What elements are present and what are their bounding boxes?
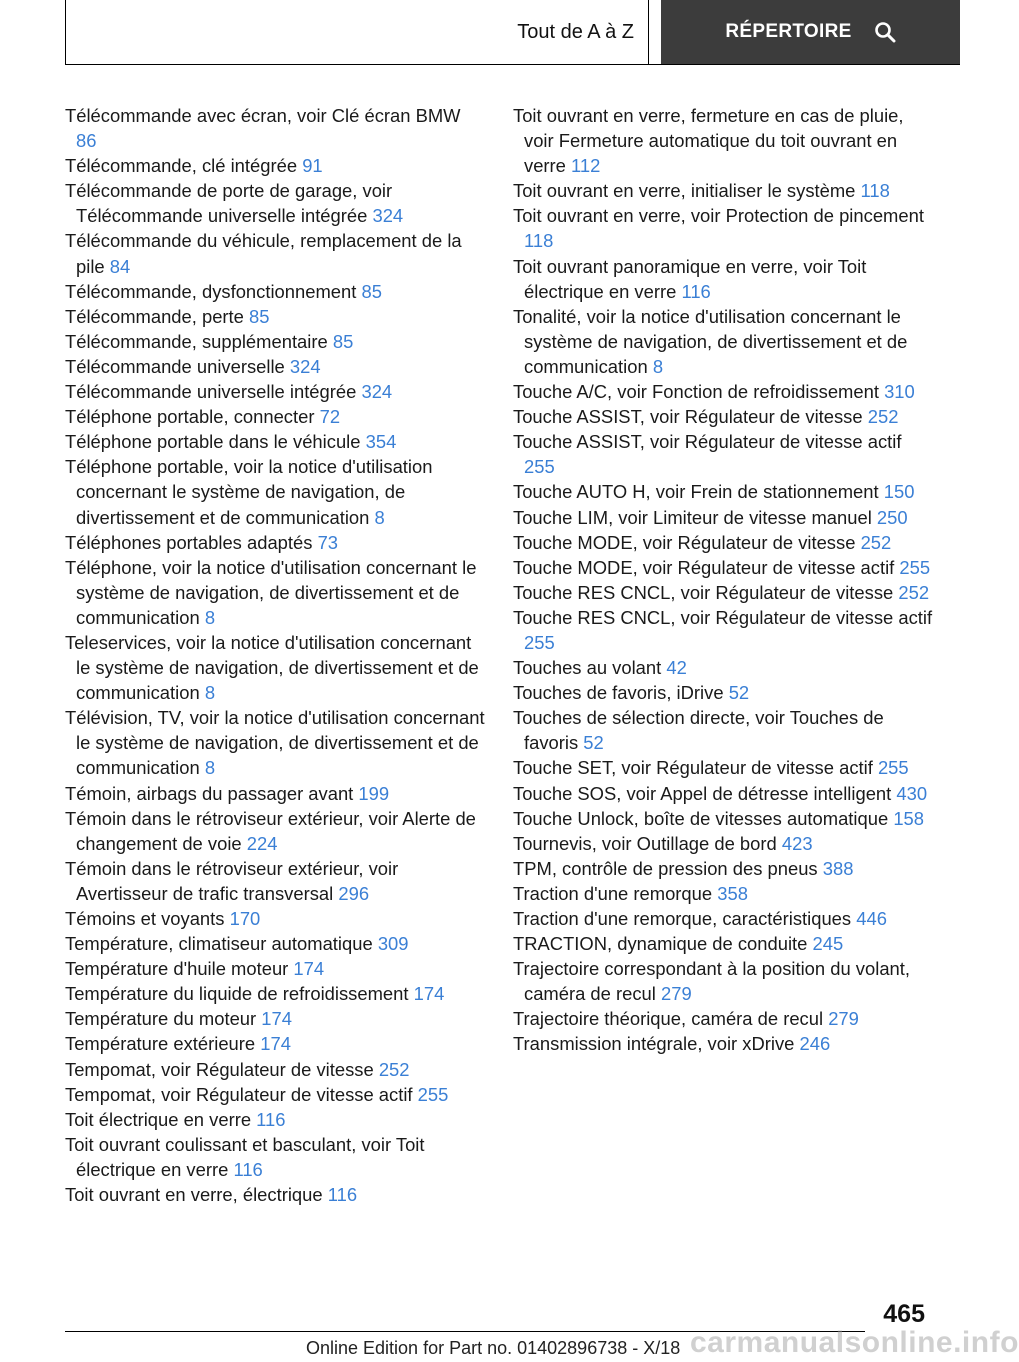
page-link[interactable]: 279: [828, 1008, 859, 1030]
page-link[interactable]: 174: [260, 1033, 291, 1055]
page-link[interactable]: 252: [378, 1058, 410, 1080]
index-entry-text: Toit ouvrant en verre, électrique: [65, 1184, 323, 1206]
index-entry: [513, 178, 933, 203]
page-link[interactable]: 246: [799, 1033, 831, 1055]
index-entry-text: Télécommande de porte de garage, voir Télécommande universelle intégrée: [65, 180, 393, 227]
index-entry: [65, 1107, 485, 1132]
index-entry-text: Télécommande du véhicule, remplacement de la pile: [65, 230, 462, 277]
index-entry-text: Toit électrique en verre: [65, 1108, 252, 1130]
index-entry: [513, 931, 933, 956]
page-link[interactable]: 279: [661, 983, 692, 1005]
index-entry: [65, 354, 485, 379]
index-entry: [513, 755, 933, 780]
index-entry: [65, 329, 485, 354]
page-link[interactable]: 252: [860, 531, 892, 553]
page-link[interactable]: 158: [893, 807, 924, 829]
index-entry-text: Température du liquide de refroidissement: [65, 983, 409, 1005]
page-link[interactable]: 84: [109, 255, 131, 277]
page-link[interactable]: 118: [524, 230, 554, 252]
page-link[interactable]: 174: [413, 983, 445, 1005]
index-entry: [65, 153, 485, 178]
index-entry-text: Touche Unlock, boîte de vitesses automatique: [513, 807, 889, 829]
index-entry: [65, 1031, 485, 1056]
index-entry-text: Témoins et voyants: [65, 908, 225, 929]
index-entry: [513, 1031, 933, 1056]
page-link[interactable]: 52: [583, 732, 604, 754]
index-entry: [65, 304, 485, 329]
index-entry-text: Téléphone portable dans le véhicule: [65, 431, 361, 453]
index-entry-text: Téléphone portable, voir la notice d'utilisation concernant le système de navigation, de divertissement et de communication: [65, 456, 433, 528]
index-entry: [65, 228, 485, 278]
index-entry: [513, 806, 933, 831]
index-entry-text: Touche LIM, voir Limiteur de vitesse manuel: [513, 506, 872, 528]
page-link[interactable]: 73: [317, 531, 339, 553]
index-entry: [513, 856, 933, 881]
page-link[interactable]: 8: [374, 506, 385, 528]
page-link[interactable]: 116: [327, 1184, 358, 1206]
index-entry: [65, 379, 485, 404]
index-entry: [65, 103, 485, 153]
page-link[interactable]: 354: [365, 431, 397, 453]
index-entry: [513, 580, 933, 605]
page-link[interactable]: 252: [867, 406, 899, 428]
index-entry-text: Toit ouvrant en verre, initialiser le système: [513, 180, 856, 202]
index-entry: [65, 1082, 485, 1107]
index-entry-text: Télécommande, dysfonctionnement: [65, 280, 357, 302]
page-link[interactable]: 174: [261, 1008, 292, 1030]
index-entry: [65, 454, 485, 529]
index-entry: [513, 505, 933, 530]
index-entry-text: TRACTION, dynamique de conduite: [513, 933, 808, 955]
index-entry-text: Température d'huile moteur: [65, 958, 289, 980]
index-entry: [65, 178, 485, 228]
page-link[interactable]: 310: [884, 381, 915, 403]
index-entry: [65, 705, 485, 780]
page-link[interactable]: 8: [204, 682, 216, 704]
page-link[interactable]: 170: [229, 908, 261, 929]
page-link[interactable]: 324: [289, 355, 321, 377]
index-entry: [65, 630, 485, 705]
index-entry: [513, 203, 933, 253]
page-link[interactable]: 296: [338, 882, 370, 904]
index-entry: [513, 831, 933, 856]
index-entry-text: Toit ouvrant coulissant et basculant, voir Toit électrique en verre: [65, 1133, 425, 1180]
page-link[interactable]: 86: [76, 130, 97, 152]
index-entry: [513, 103, 933, 178]
index-entry-text: Touche AUTO H, voir Frein de stationnement: [513, 481, 879, 503]
page-link[interactable]: 52: [728, 682, 750, 704]
edition-text: Online Edition for Part no. 01402896738 - X/18: [306, 1338, 681, 1358]
page-link[interactable]: 255: [524, 456, 555, 478]
index-entry: [65, 906, 485, 931]
page-link[interactable]: 85: [332, 330, 354, 352]
index-entry: [65, 1132, 485, 1182]
index-entry: [513, 705, 933, 755]
page-link[interactable]: 118: [860, 180, 890, 202]
index-entry: [513, 1006, 933, 1031]
index-entry: [513, 404, 933, 429]
index-entry-text: Témoin dans le rétroviseur extérieur, voir Avertisseur de trafic transversal: [65, 857, 399, 904]
page-link[interactable]: 85: [361, 280, 382, 302]
index-entry-text: Touches de favoris, iDrive: [513, 682, 724, 704]
page-link[interactable]: 423: [781, 832, 813, 854]
index-entry-text: Télécommande universelle: [65, 355, 285, 377]
index-entry: [513, 956, 933, 1006]
index-entry-text: Trajectoire correspondant à la position du volant, caméra de recul: [513, 958, 910, 1005]
header-divider: [65, 64, 960, 65]
page-link[interactable]: 250: [876, 506, 908, 528]
page-link[interactable]: 174: [293, 958, 325, 980]
index-entry: [65, 931, 485, 956]
page-link[interactable]: 85: [249, 305, 270, 327]
index-entry: [65, 806, 485, 856]
index-entry-text: Température, climatiseur automatique: [65, 933, 373, 955]
index-entry: [65, 781, 485, 806]
page-link[interactable]: 8: [204, 606, 216, 628]
index-entry-text: Tempomat, voir Régulateur de vitesse: [65, 1058, 374, 1080]
index-entry-text: Télécommande avec écran, voir Clé écran BMW: [65, 105, 461, 126]
index-entry: [65, 555, 485, 630]
index-entry: [513, 304, 933, 379]
index-column-left: [65, 103, 485, 1207]
page-link[interactable]: 150: [883, 481, 915, 503]
index-entry-text: Touche MODE, voir Régulateur de vitesse actif: [513, 556, 895, 578]
index-entry: [65, 1182, 485, 1207]
page-link[interactable]: 255: [524, 631, 555, 653]
index-entry-text: Télécommande, perte: [65, 305, 244, 327]
index-entry: [513, 906, 933, 931]
index-entry-text: Tonalité, voir la notice d'utilisation concernant le système de navigation, de divertissement et de communication: [513, 305, 908, 377]
page-link[interactable]: 116: [233, 1158, 263, 1180]
page-link[interactable]: 8: [204, 757, 216, 779]
page-link[interactable]: 112: [571, 155, 601, 177]
index-entry-text: Toit ouvrant panoramique en verre, voir Toit électrique en verre: [513, 255, 867, 302]
index-entry-text: Température extérieure: [65, 1033, 256, 1055]
index-entry: [65, 981, 485, 1006]
index-entry-text: Télécommande, clé intégrée: [65, 155, 298, 177]
index-entry-text: Touche RES CNCL, voir Régulateur de vitesse: [513, 581, 894, 603]
page-link[interactable]: 72: [319, 406, 341, 428]
index-entry: [513, 379, 933, 404]
index-entry: [513, 680, 933, 705]
index-entry: [513, 605, 933, 655]
index-entry: [513, 881, 933, 906]
index-entry-text: Tempomat, voir Régulateur de vitesse actif: [65, 1083, 413, 1105]
page-link[interactable]: 116: [681, 280, 711, 302]
index-entry: [65, 1057, 485, 1082]
index-entry-text: Touche A/C, voir Fonction de refroidissement: [513, 381, 879, 403]
index-column-right: [513, 103, 933, 1057]
page-link[interactable]: 358: [717, 882, 748, 904]
index-entry-text: Touche MODE, voir Régulateur de vitesse: [513, 531, 856, 553]
index-entry-text: Téléphone portable, connecter: [65, 406, 315, 428]
index-entry-text: Téléphones portables adaptés: [65, 531, 313, 553]
index-entry-text: Touche SET, voir Régulateur de vitesse actif: [513, 757, 873, 779]
index-entry-text: Toit ouvrant en verre, voir Protection de pincement: [513, 205, 924, 227]
index-entry-text: Télécommande universelle intégrée: [65, 381, 357, 403]
section-tab[interactable]: [65, 0, 649, 64]
index-entry-text: Tournevis, voir Outillage de bord: [513, 832, 777, 854]
page-link[interactable]: 91: [302, 155, 323, 177]
page-link[interactable]: 245: [812, 933, 844, 955]
index-entry: [513, 530, 933, 555]
page-link[interactable]: 116: [256, 1108, 286, 1130]
index-entry-text: Télévision, TV, voir la notice d'utilisation concernant le système de navigation, de divertissement et de communication: [65, 707, 485, 779]
page-link[interactable]: 224: [246, 832, 278, 854]
index-entry: [513, 781, 933, 806]
index-entry-text: Teleservices, voir la notice d'utilisation concernant le système de navigation, de divertissement et de communication: [65, 631, 479, 704]
index-entry-text: Témoin dans le rétroviseur extérieur, voir Alerte de changement de voie: [65, 807, 476, 854]
index-entry: [513, 555, 933, 580]
index-entry-text: Touche SOS, voir Appel de détresse intelligent: [513, 782, 892, 804]
search-icon[interactable]: [874, 21, 896, 43]
page-link[interactable]: 255: [899, 556, 931, 578]
index-entry-text: Touches au volant: [513, 657, 662, 679]
index-entry: [513, 479, 933, 504]
directory-tab-label: RÉPERTOIRE: [725, 21, 852, 42]
index-entry-text: Touche ASSIST, voir Régulateur de vitesse: [513, 406, 863, 428]
page-link[interactable]: 324: [372, 205, 404, 227]
index-entry-text: Touche RES CNCL, voir Régulateur de vitesse actif: [513, 606, 933, 628]
index-entry: [65, 1006, 485, 1031]
index-entry: [65, 279, 485, 304]
index-entry: [513, 254, 933, 304]
index-entry-text: Téléphone, voir la notice d'utilisation concernant le système de navigation, de divertissement et de communication: [65, 556, 477, 628]
index-entry: [513, 429, 933, 479]
page-link[interactable]: 8: [652, 355, 664, 377]
page-link[interactable]: 199: [358, 782, 390, 804]
page-link[interactable]: 255: [877, 757, 909, 779]
index-entry-text: Touches de sélection directe, voir Touches de favoris: [513, 707, 884, 754]
index-entry: [65, 856, 485, 906]
page-link[interactable]: 388: [822, 857, 854, 879]
index-entry-text: Touche ASSIST, voir Régulateur de vitesse actif: [513, 431, 902, 453]
page-link[interactable]: 324: [361, 381, 393, 403]
index-entry-text: Toit ouvrant en verre, fermeture en cas de pluie, voir Fermeture automatique du toit ouvrant en verre: [513, 105, 904, 177]
index-entry-text: Traction d'une remorque: [513, 882, 713, 904]
index-entry-text: Transmission intégrale, voir xDrive: [513, 1033, 795, 1055]
index-entry: [65, 429, 485, 454]
page-link[interactable]: 309: [377, 933, 409, 955]
section-tab-label: Tout de A à Z: [517, 20, 634, 43]
index-entry-text: Température du moteur: [65, 1008, 257, 1030]
index-entry-text: Traction d'une remorque, caractéristiques: [513, 908, 852, 929]
directory-tab[interactable]: [661, 0, 960, 64]
index-entry: [65, 404, 485, 429]
page-link[interactable]: 446: [856, 908, 887, 929]
page-link[interactable]: 42: [666, 657, 687, 679]
page-number: 465: [883, 1300, 925, 1328]
index-entry-text: Témoin, airbags du passager avant: [65, 782, 354, 804]
page-link[interactable]: 252: [898, 581, 930, 603]
index-entry: [65, 530, 485, 555]
index-entry-text: Trajectoire théorique, caméra de recul: [513, 1008, 824, 1030]
page-link[interactable]: 255: [417, 1083, 449, 1105]
page-link[interactable]: 430: [896, 782, 928, 804]
watermark: carmanualsonline.info: [690, 1326, 1019, 1359]
index-entry-text: TPM, contrôle de pression des pneus: [513, 857, 818, 879]
index-entry-text: Télécommande, supplémentaire: [65, 330, 328, 352]
index-entry: [65, 956, 485, 981]
index-entry: [513, 655, 933, 680]
